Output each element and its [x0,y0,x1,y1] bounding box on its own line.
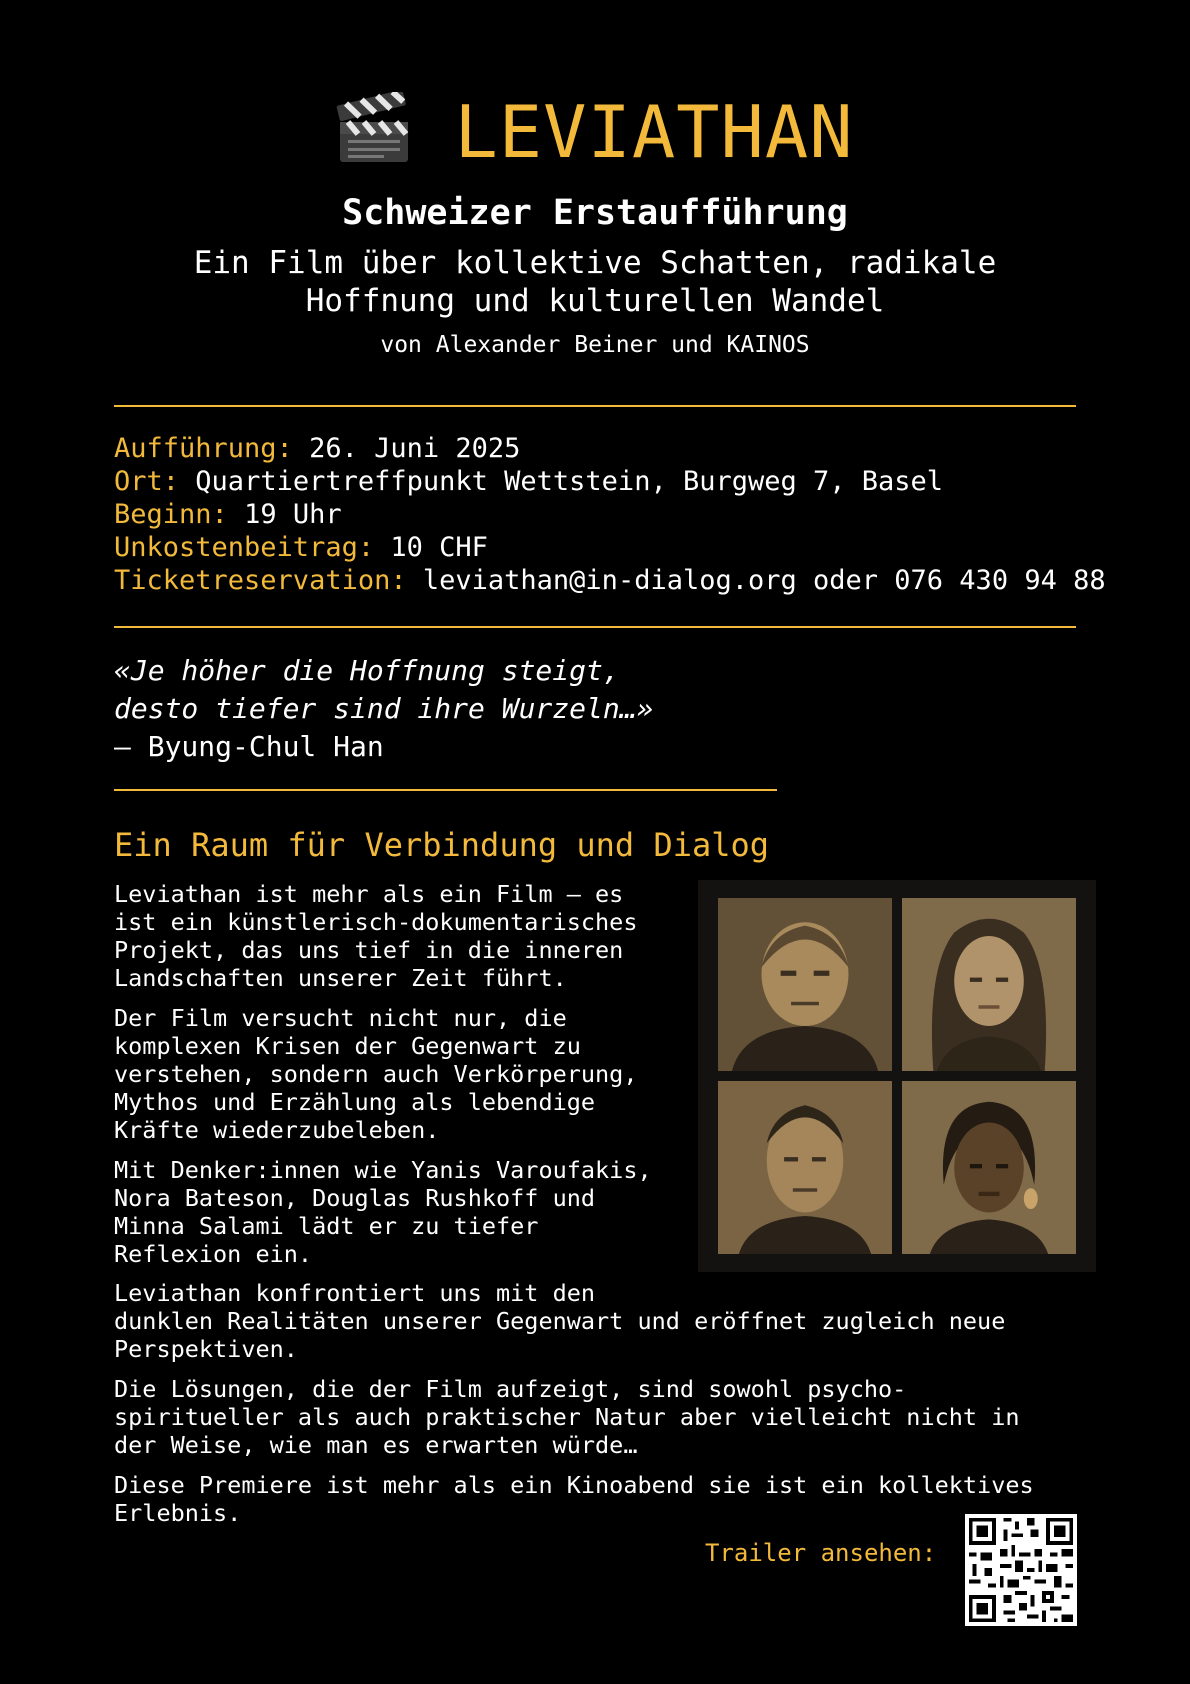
portrait-4 [902,1081,1076,1254]
qr-code-icon[interactable] [964,1514,1078,1626]
paragraph: Leviathan ist mehr als ein Film – es ist ein künstlerisch-dokumentarisches Projekt, das uns tief in die inneren Landschaften unserer Zeit führt. [114,880,638,992]
info-value: 10 CHF [390,532,488,563]
portrait-3 [718,1081,892,1254]
poster-header [0,86,1190,360]
quote-block [114,652,653,766]
paragraph: Mit Denker:innen wie Yanis Varoufakis, Nora Bateson, Douglas Rushkoff und Minna Salami lädt er zu tiefer Reflexion ein. [114,1156,652,1268]
paragraph: Diese Premiere ist mehr als ein Kinoabend sie ist ein kollektives Erlebnis. [114,1471,1034,1527]
tagline-line: Hoffnung und kulturellen Wandel [305,283,885,319]
info-row-location [114,465,1106,498]
divider [114,789,777,791]
info-value: Quartiertreffpunkt Wettstein, Burgweg 7, Basel [195,466,944,497]
section-heading: Ein Raum für Verbindung und Dialog [114,826,770,864]
quote-author: — Byung-Chul Han [114,730,384,763]
page-title: LEVIATHAN [454,90,854,174]
divider [114,626,1076,628]
portrait-1 [718,898,892,1071]
portrait-grid [698,880,1096,1272]
info-value: 19 Uhr [244,499,342,530]
event-info [114,432,1106,597]
info-row-start [114,498,1106,531]
info-label: Aufführung: [114,433,293,464]
reservation-contact[interactable]: leviathan@in-dialog.org oder 076 430 94 88 [422,565,1106,596]
quote-line: desto tiefer sind ihre Wurzeln…» [114,692,654,725]
title-row [0,86,1190,178]
paragraph: Die Lösungen, die der Film aufzeigt, sind sowohl psycho- spiritueller als auch praktischer Natur aber vielleicht nicht in der Weise, wie man es erwarten würde… [114,1375,1020,1459]
portrait-2 [902,898,1076,1071]
subtitle: Schweizer Erstaufführung [342,193,848,233]
paragraph: Der Film versucht nicht nur, die komplexen Krisen der Gegenwart zu verstehen, sondern auch Verkörperung, Mythos und Erzählung als lebendige Kräfte wiederzubeleben. [114,1004,638,1144]
tagline-line: Ein Film über kollektive Schatten, radikale [193,245,997,281]
paragraph: Leviathan konfrontiert uns mit den dunklen Realitäten unserer Gegenwart und eröffnet zugleich neue Perspektiven. [114,1279,1006,1363]
info-label: Unkostenbeitrag: [114,532,375,563]
info-label: Ticketreservation: [114,565,407,596]
divider [114,405,1076,407]
byline: von Alexander Beiner und KAINOS [380,332,810,358]
quote-line: «Je höher die Hoffnung steigt, [114,654,620,687]
trailer-label[interactable]: Trailer ansehen: [705,1539,937,1567]
info-label: Ort: [114,466,180,497]
clapperboard-icon [336,92,412,172]
info-value: 26. Juni 2025 [309,433,521,464]
info-row-date [114,432,1106,465]
info-row-reservation [114,564,1106,597]
tagline [0,244,1190,320]
info-label: Beginn: [114,499,228,530]
info-row-fee [114,531,1106,564]
